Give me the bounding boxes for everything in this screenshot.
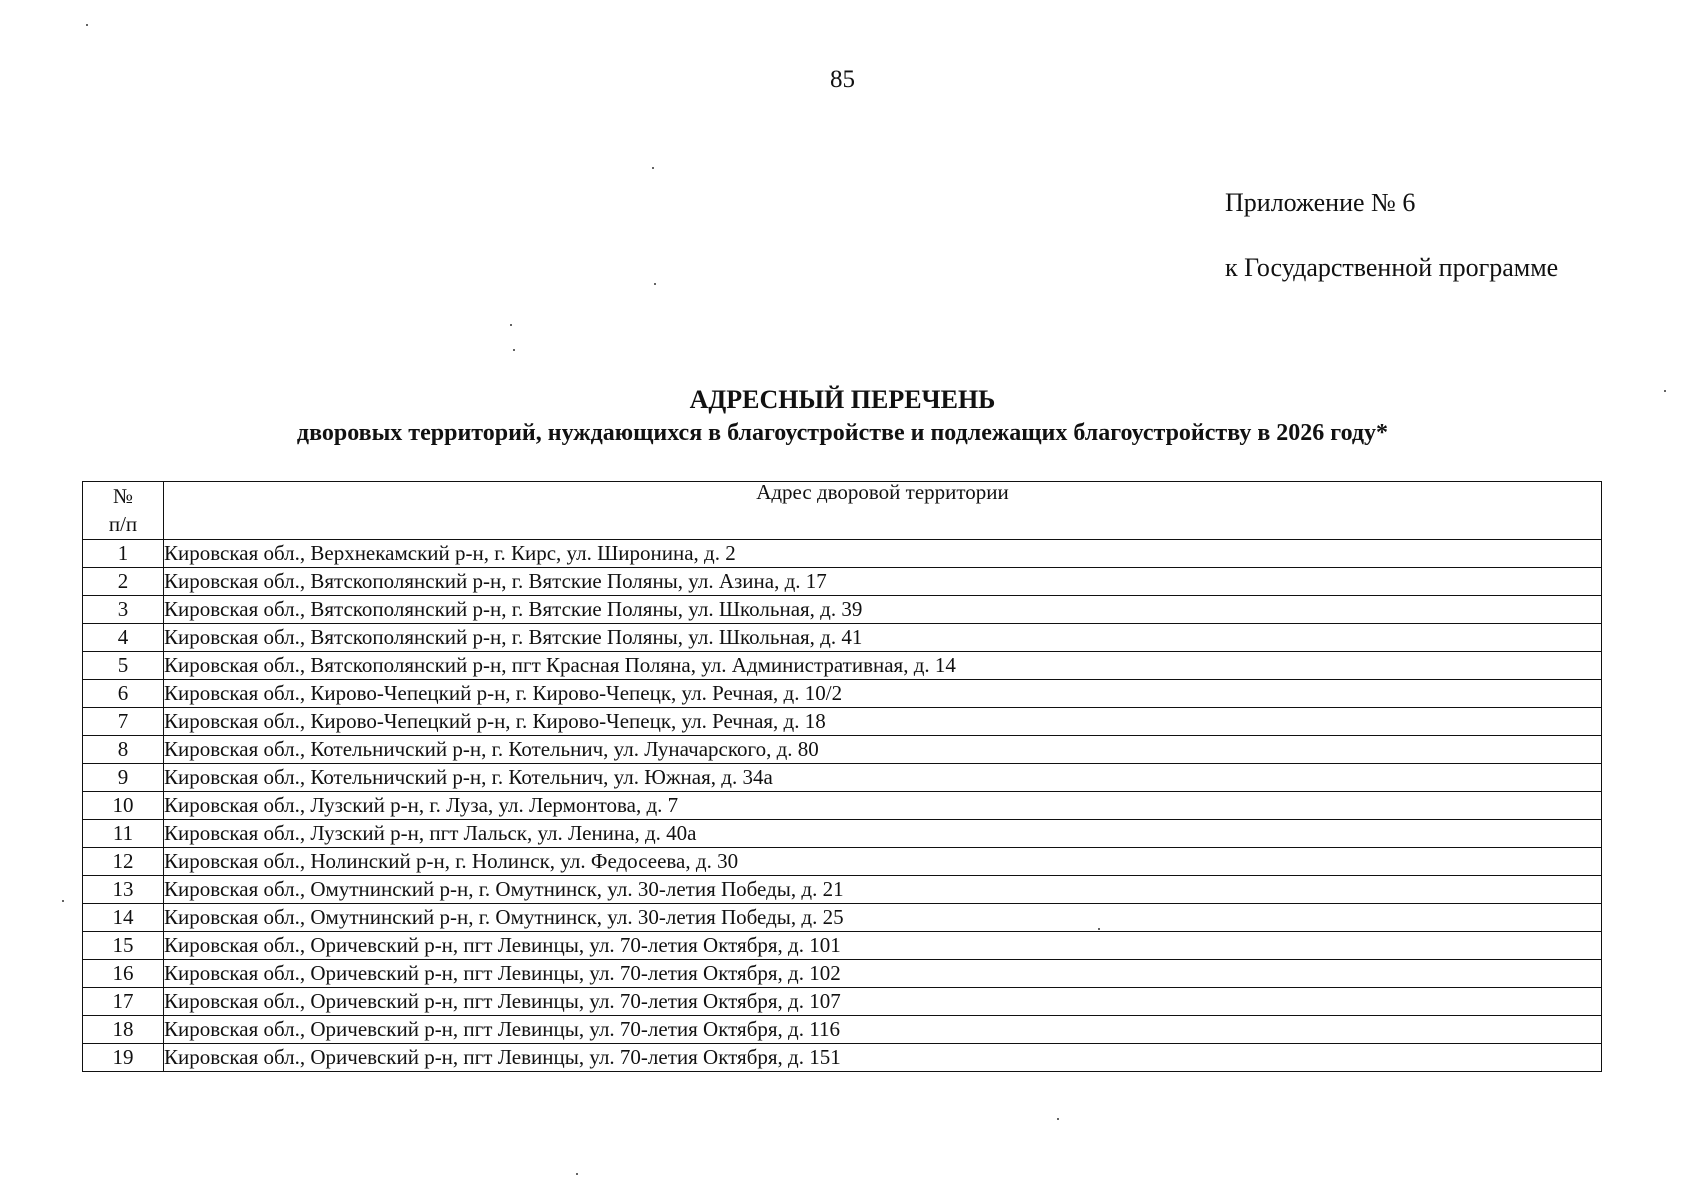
row-address: Кировская обл., Котельничский р-н, г. Котельнич, ул. Луначарского, д. 80 [164, 736, 1602, 764]
row-number: 1 [83, 540, 164, 568]
scan-speck [1098, 928, 1100, 930]
scan-speck [62, 900, 64, 902]
row-address: Кировская обл., Оричевский р-н, пгт Левинцы, ул. 70-летия Октября, д. 151 [164, 1044, 1602, 1072]
table-row [83, 904, 1602, 932]
row-number: 3 [83, 596, 164, 624]
appendix-title: Приложение № 6 [1225, 188, 1416, 217]
row-address: Кировская обл., Вятскополянский р-н, г. Вятские Поляны, ул. Школьная, д. 41 [164, 624, 1602, 652]
row-number: 7 [83, 708, 164, 736]
table-row [83, 1044, 1602, 1072]
table-row [83, 652, 1602, 680]
address-table [82, 481, 1602, 1072]
row-number: 15 [83, 932, 164, 960]
table-row [83, 932, 1602, 960]
scan-speck [576, 1173, 578, 1175]
row-address: Кировская обл., Омутнинский р-н, г. Омутнинск, ул. 30-летия Победы, д. 25 [164, 904, 1602, 932]
row-address: Кировская обл., Оричевский р-н, пгт Левинцы, ул. 70-летия Октября, д. 107 [164, 988, 1602, 1016]
scan-speck [654, 283, 656, 285]
table-row [83, 624, 1602, 652]
row-address: Кировская обл., Лузский р-н, г. Луза, ул. Лермонтова, д. 7 [164, 792, 1602, 820]
table-row [83, 680, 1602, 708]
row-number: 19 [83, 1044, 164, 1072]
table-row [83, 820, 1602, 848]
scan-speck [1664, 390, 1666, 392]
row-number: 11 [83, 820, 164, 848]
row-number: 18 [83, 1016, 164, 1044]
row-number: 8 [83, 736, 164, 764]
table-row [83, 736, 1602, 764]
appendix-subtitle: к Государственной программе [1225, 253, 1559, 282]
table-row [83, 876, 1602, 904]
table-header [83, 482, 1602, 540]
row-number: 14 [83, 904, 164, 932]
scan-speck [513, 349, 515, 351]
row-address: Кировская обл., Верхнекамский р-н, г. Кирс, ул. Широнина, д. 2 [164, 540, 1602, 568]
table-row [83, 708, 1602, 736]
row-number: 12 [83, 848, 164, 876]
header-address: Адрес дворовой территории [164, 482, 1602, 540]
row-address: Кировская обл., Кирово-Чепецкий р-н, г. Кирово-Чепецк, ул. Речная, д. 18 [164, 708, 1602, 736]
row-number: 17 [83, 988, 164, 1016]
header-row [83, 482, 1602, 540]
table-body [83, 540, 1602, 1072]
row-number: 10 [83, 792, 164, 820]
scan-speck [510, 324, 512, 326]
table-row [83, 960, 1602, 988]
table-row [83, 540, 1602, 568]
table-row [83, 1016, 1602, 1044]
row-number: 2 [83, 568, 164, 596]
row-number: 6 [83, 680, 164, 708]
header-number [83, 482, 164, 540]
header-number-pp: п/п [108, 512, 138, 536]
row-number: 9 [83, 764, 164, 792]
row-address: Кировская обл., Нолинский р-н, г. Нолинск, ул. Федосеева, д. 30 [164, 848, 1602, 876]
table-row [83, 792, 1602, 820]
table-row [83, 988, 1602, 1016]
row-address: Кировская обл., Вятскополянский р-н, г. Вятские Поляны, ул. Школьная, д. 39 [164, 596, 1602, 624]
table-row [83, 596, 1602, 624]
page-number: 85 [830, 66, 855, 93]
row-address: Кировская обл., Котельничский р-н, г. Котельнич, ул. Южная, д. 34а [164, 764, 1602, 792]
header-number-sign: № [112, 484, 134, 508]
row-address: Кировская обл., Оричевский р-н, пгт Левинцы, ул. 70-летия Октября, д. 116 [164, 1016, 1602, 1044]
row-address: Кировская обл., Омутнинский р-н, г. Омутнинск, ул. 30-летия Победы, д. 21 [164, 876, 1602, 904]
document-subtitle: дворовых территорий, нуждающихся в благоустройстве и подлежащих благоустройству в 2026 году* [296, 420, 1389, 446]
row-number: 16 [83, 960, 164, 988]
row-address: Кировская обл., Лузский р-н, пгт Лальск, ул. Ленина, д. 40а [164, 820, 1602, 848]
row-address: Кировская обл., Вятскополянский р-н, г. Вятские Поляны, ул. Азина, д. 17 [164, 568, 1602, 596]
table-row [83, 764, 1602, 792]
table-row [83, 848, 1602, 876]
row-number: 5 [83, 652, 164, 680]
row-number: 4 [83, 624, 164, 652]
scan-speck [86, 24, 88, 26]
scan-speck [1057, 1118, 1059, 1120]
row-address: Кировская обл., Вятскополянский р-н, пгт Красная Поляна, ул. Административная, д. 14 [164, 652, 1602, 680]
row-address: Кировская обл., Оричевский р-н, пгт Левинцы, ул. 70-летия Октября, д. 102 [164, 960, 1602, 988]
table-row [83, 568, 1602, 596]
scan-speck [652, 167, 654, 169]
row-number: 13 [83, 876, 164, 904]
document-title: АДРЕСНЫЙ ПЕРЕЧЕНЬ [689, 385, 996, 414]
row-address: Кировская обл., Кирово-Чепецкий р-н, г. Кирово-Чепецк, ул. Речная, д. 10/2 [164, 680, 1602, 708]
row-address: Кировская обл., Оричевский р-н, пгт Левинцы, ул. 70-летия Октября, д. 101 [164, 932, 1602, 960]
